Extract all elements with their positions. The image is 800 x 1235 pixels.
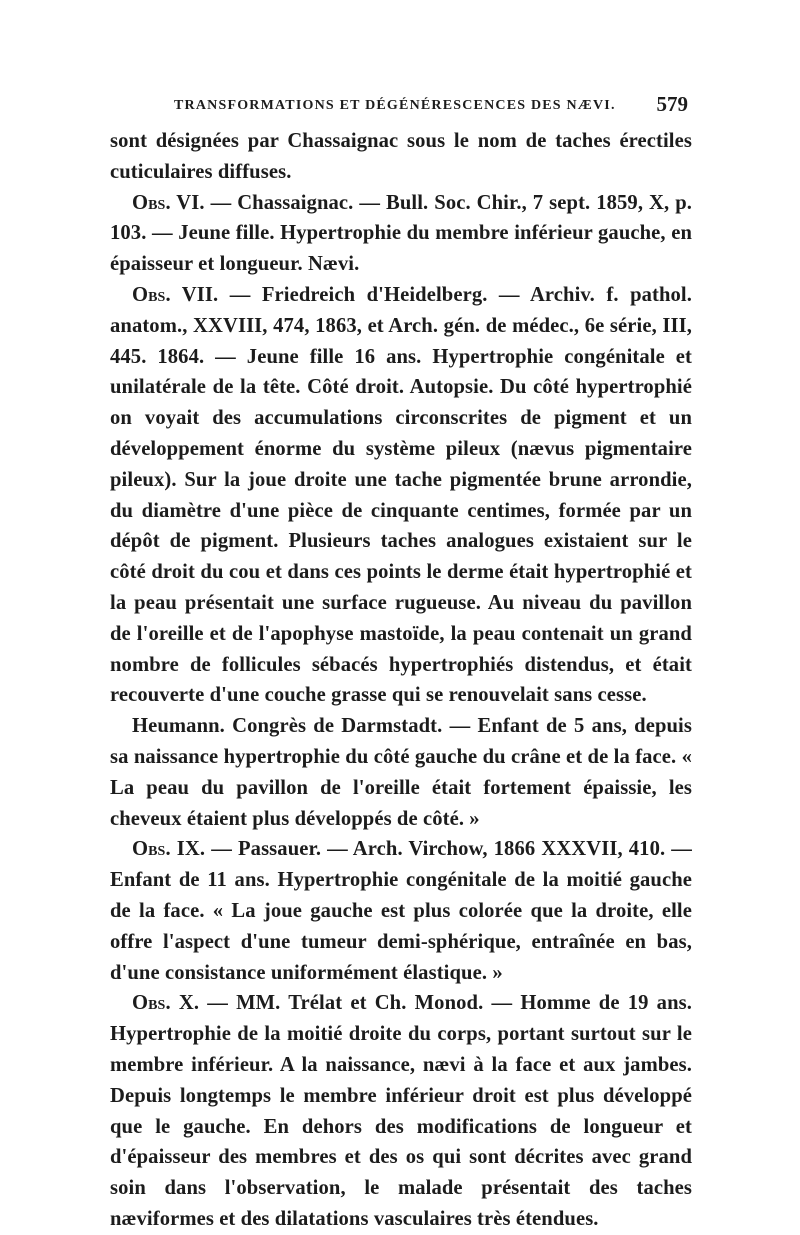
paragraph-text: sont désignées par Chassaignac sous le nom de taches érectiles cuticulaires diffuses.	[110, 130, 692, 183]
paragraph-text: — Friedreich d'Heidelberg. — Archiv. f. pathol. anatom., XXVIII, 474, 1863, et Arch. gén. de médec., 6e série, III, 445. 1864. — Jeune fille 16 ans. Hypertrophie congénitale et unilatérale de la tête. Côté droit. Autopsie. Du côté hypertrophié on voyait des accumulations circonscrites de pigment et un développement énorme du système pileux (nævus pigmentaire pileux). Sur la joue droite une tache pigmentée brune arrondie, du diamètre d'une pièce de cinquante centimes, formée par un dépôt de pigment. Plusieurs taches analogues existaient sur le côté droit du cou et dans ces points le derme était hypertrophié et la peau présentait une surface rugueuse. Au niveau du pavillon de l'oreille et de l'apophyse mastoïde, la peau contenait un grand nombre de follicules sébacés hypertrophiés distendus, et était recouverte d'une couche grasse qui se renouvelait sans cesse.	[110, 283, 692, 707]
book-page	[110, 92, 692, 1235]
paragraph-text: — MM. Trélat et Ch. Monod. — Homme de 19 ans. Hypertrophie de la moitié droite du corps, portant surtout sur le membre inférieur. A la naissance, nævi à la face et aux jambes. Depuis longtemps le membre inférieur droit est plus développé que le gauche. En dehors des modifications de longueur et d'épaisseur des membres et des os qui sont décrites avec grand soin dans l'observation, le malade présentait des taches næviformes et des dilatations vasculaires très étendues.	[110, 992, 692, 1230]
observation-ix	[110, 834, 692, 988]
observation-x	[110, 988, 692, 1234]
observation-label: Obs. VI.	[132, 191, 205, 214]
page-header	[110, 92, 692, 122]
observation-label: Obs. VII.	[132, 283, 219, 306]
observation-label: Obs. X.	[132, 992, 200, 1015]
observation-vi	[110, 188, 692, 280]
heumann-paragraph	[110, 711, 692, 834]
observation-vii	[110, 280, 692, 711]
paragraph-continuation	[110, 126, 692, 188]
body-text	[110, 126, 692, 1235]
paragraph-text: — Chassaignac. — Bull. Soc. Chir., 7 sept. 1859, X, p. 103. — Jeune fille. Hypertrophie du membre inférieur gauche, en épaisseur et longueur. Nævi.	[110, 191, 692, 276]
observation-label: Obs. IX.	[132, 838, 206, 861]
page-number: 579	[656, 92, 688, 116]
paragraph-text: — Passauer. — Arch. Virchow, 1866 XXXVII, 410. — Enfant de 11 ans. Hypertrophie congénitale de la moitié gauche de la face. « La joue gauche est plus colorée que la droite, elle offre l'aspect d'une tumeur demi-sphérique, entraînée en bas, d'une consistance uniformément élastique. »	[110, 838, 692, 984]
running-title: TRANSFORMATIONS ET DÉGÉNÉRESCENCES DES NÆVI.	[174, 98, 616, 113]
paragraph-text: Heumann. Congrès de Darmstadt. — Enfant de 5 ans, depuis sa naissance hypertrophie du côté gauche du crâne et de la face. « La peau du pavillon de l'oreille était fortement épaissie, les cheveux étaient plus développés de côté. »	[110, 715, 692, 830]
